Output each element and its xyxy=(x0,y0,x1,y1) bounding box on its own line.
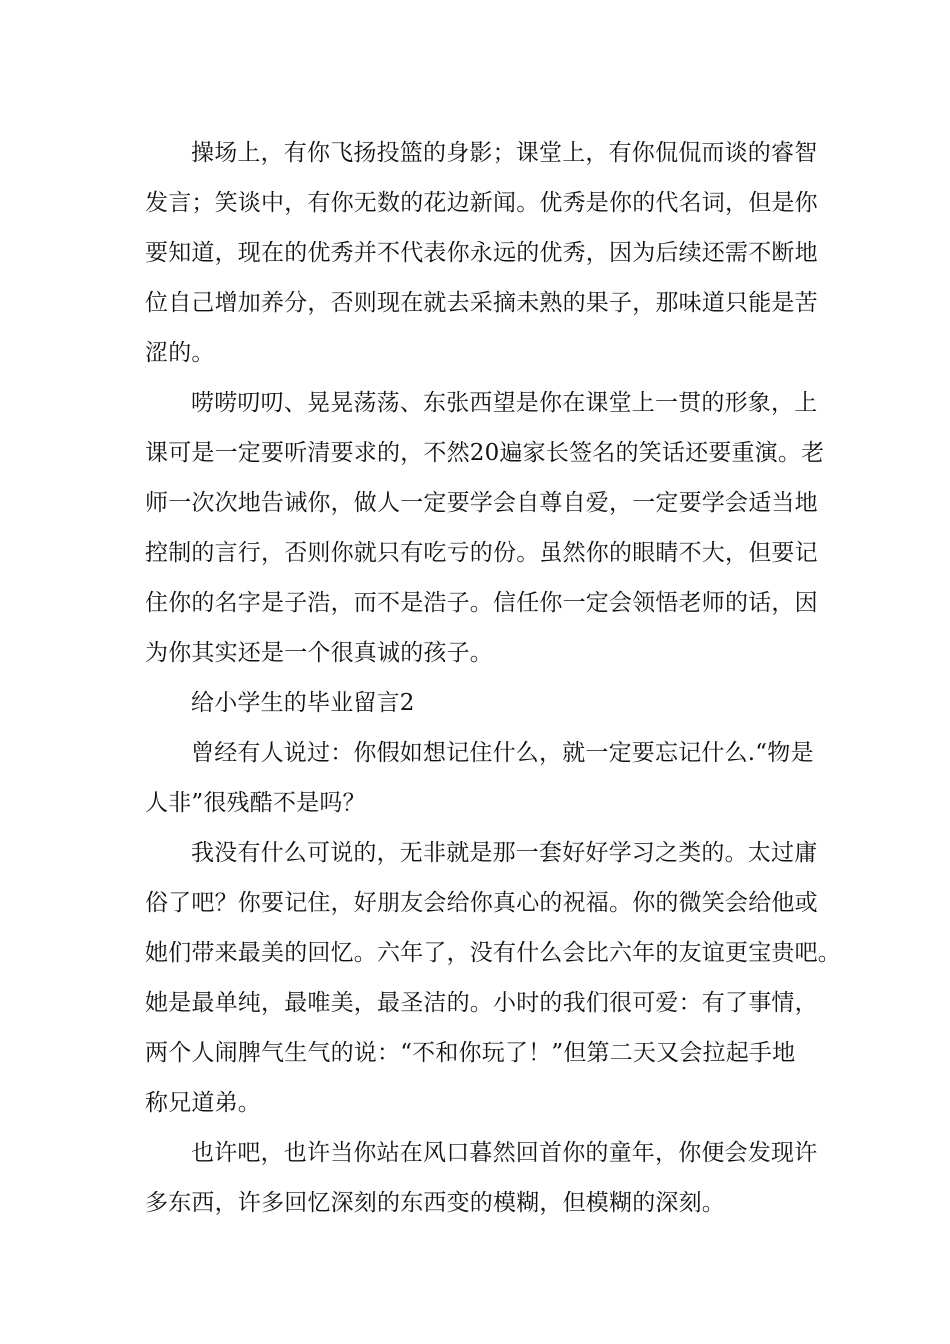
text-line: 给小学生的毕业留言2 xyxy=(191,690,415,716)
text-line: 控制的言行，否则你就只有吃亏的份。虽然你的眼睛不大，但要记 xyxy=(145,540,818,566)
text-line: 课可是一定要听清要求的，不然20遍家长签名的笑话还要重演。老 xyxy=(145,440,825,466)
text-line: 要知道，现在的优秀并不代表你永远的优秀，因为后续还需不断地 xyxy=(145,240,818,266)
text-line: 发言；笑谈中，有你无数的花边新闻。优秀是你的代名词，但是你 xyxy=(145,190,818,216)
text-line: 为你其实还是一个很真诚的孩子。 xyxy=(145,640,493,666)
text-line: 俗了吧？你要记住，好朋友会给你真心的祝福。你的微笑会给他或 xyxy=(145,890,818,916)
text-line: 她是最单纯，最唯美，最圣洁的。小时的我们很可爱：有了事情， xyxy=(145,990,818,1016)
text-line: 住你的名字是子浩，而不是浩子。信任你一定会领悟老师的话，因 xyxy=(145,590,818,616)
text-line: 涩的。 xyxy=(145,340,215,366)
text-line: 我没有什么可说的，无非就是那一套好好学习之类的。太过庸 xyxy=(191,840,818,866)
text-line: 曾经有人说过：你假如想记住什么，就一定要忘记什么.“物是 xyxy=(191,740,814,766)
text-line: 两个人闹脾气生气的说：“不和你玩了！”但第二天又会拉起手地 xyxy=(145,1040,796,1066)
text-line: 称兄道弟。 xyxy=(145,1090,261,1116)
document-body xyxy=(145,128,841,1228)
text-line: 也许吧，也许当你站在风口暮然回首你的童年，你便会发现许 xyxy=(191,1140,818,1166)
text-line: 人非”很残酷不是吗？ xyxy=(145,790,366,816)
text-line: 她们带来最美的回忆。六年了，没有什么会比六年的友谊更宝贵吧。 xyxy=(145,940,841,966)
text-line: 多东西，许多回忆深刻的东西变的模糊，但模糊的深刻。 xyxy=(145,1190,725,1216)
text-line: 师一次次地告诫你，做人一定要学会自尊自爱，一定要学会适当地 xyxy=(145,490,818,516)
text-line: 操场上，有你飞扬投篮的身影；课堂上，有你侃侃而谈的睿智 xyxy=(191,140,818,166)
text-line: 位自己增加养分，否则现在就去采摘未熟的果子，那味道只能是苦 xyxy=(145,290,818,316)
text-line: 唠唠叨叨、晃晃荡荡、东张西望是你在课堂上一贯的形象，上 xyxy=(191,390,818,416)
